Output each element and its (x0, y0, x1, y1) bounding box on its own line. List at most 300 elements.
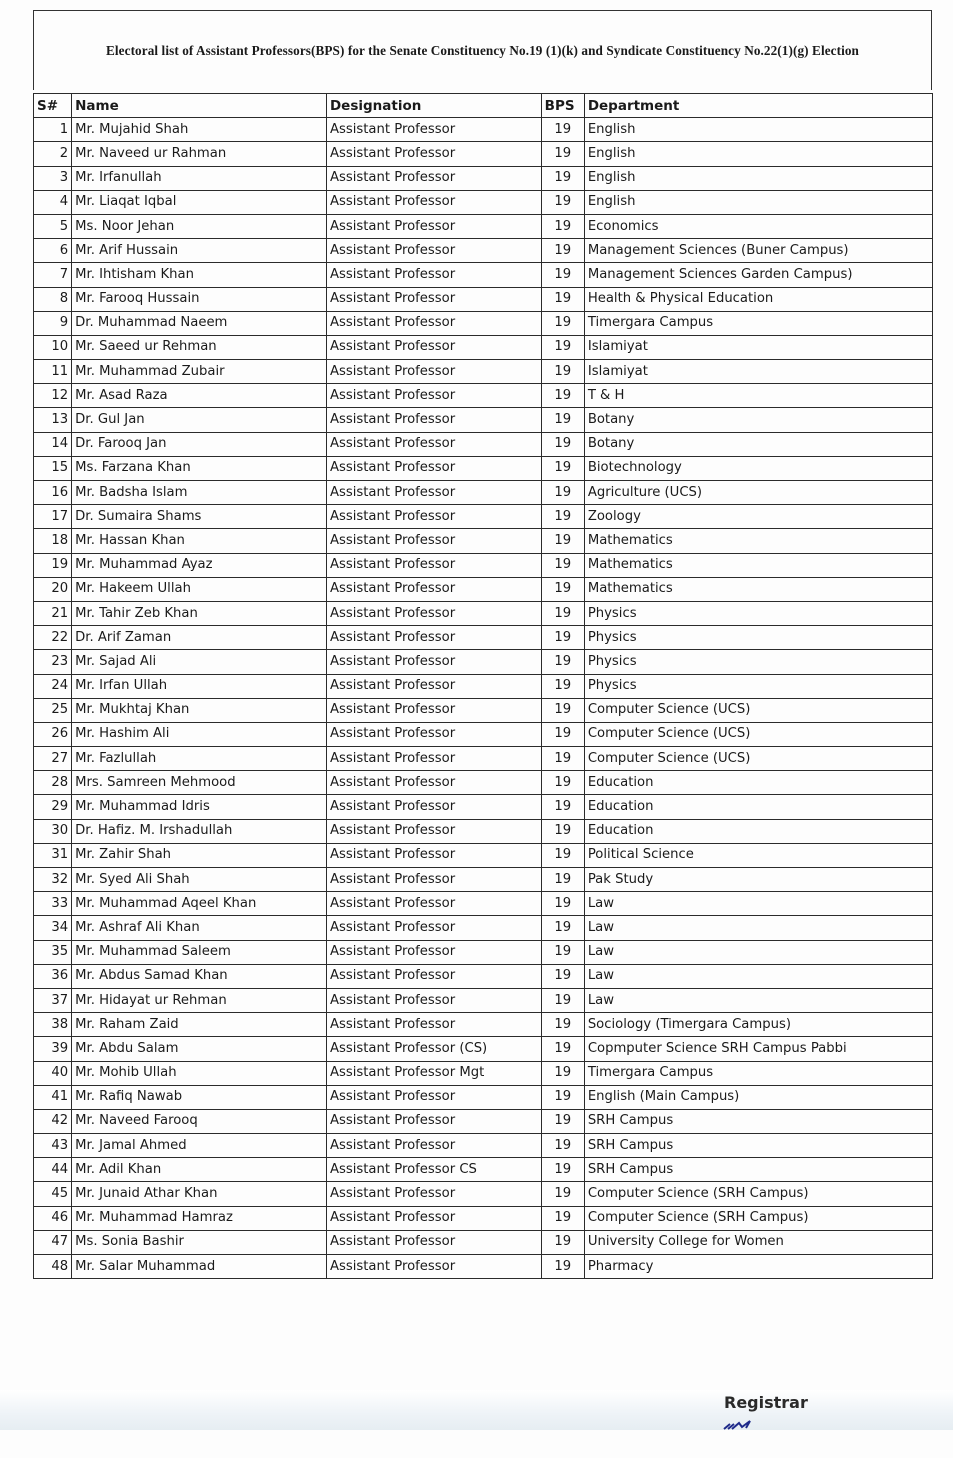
cell-serial: 30 (34, 819, 72, 843)
cell-designation: Assistant Professor (326, 650, 541, 674)
cell-designation: Assistant Professor (326, 456, 541, 480)
cell-name: Mr. Irfan Ullah (72, 674, 327, 698)
cell-bps: 19 (541, 940, 584, 964)
cell-serial: 41 (34, 1085, 72, 1109)
cell-name: Mr. Zahir Shah (72, 843, 327, 867)
cell-name: Mr. Junaid Athar Khan (72, 1182, 327, 1206)
table-row (34, 843, 933, 867)
cell-serial: 4 (34, 190, 72, 214)
cell-serial: 6 (34, 239, 72, 263)
cell-department: Law (584, 892, 932, 916)
cell-name: Mr. Hakeem Ullah (72, 577, 327, 601)
table-row (34, 166, 933, 190)
cell-designation: Assistant Professor (326, 940, 541, 964)
cell-name: Mr. Muhammad Aqeel Khan (72, 892, 327, 916)
cell-department: Management Sciences (Buner Campus) (584, 239, 932, 263)
cell-department: Physics (584, 626, 932, 650)
cell-serial: 23 (34, 650, 72, 674)
cell-designation: Assistant Professor (326, 771, 541, 795)
cell-designation: Assistant Professor (326, 868, 541, 892)
table-row (34, 626, 933, 650)
cell-serial: 10 (34, 335, 72, 359)
cell-serial: 48 (34, 1255, 72, 1279)
cell-department: Botany (584, 408, 932, 432)
scan-shadow (0, 1390, 953, 1430)
header-serial: S# (34, 94, 72, 118)
cell-bps: 19 (541, 1085, 584, 1109)
cell-serial: 25 (34, 698, 72, 722)
cell-name: Mr. Adil Khan (72, 1158, 327, 1182)
cell-name: Dr. Sumaira Shams (72, 505, 327, 529)
cell-name: Mr. Mukhtaj Khan (72, 698, 327, 722)
cell-department: Computer Science (UCS) (584, 698, 932, 722)
cell-name: Mr. Muhammad Zubair (72, 360, 327, 384)
cell-department: SRH Campus (584, 1109, 932, 1133)
table-row (34, 988, 933, 1012)
header-name: Name (72, 94, 327, 118)
cell-bps: 19 (541, 1206, 584, 1230)
registrar-label: Registrar (724, 1393, 808, 1412)
cell-bps: 19 (541, 698, 584, 722)
cell-designation: Assistant Professor (326, 1206, 541, 1230)
cell-name: Mr. Raham Zaid (72, 1013, 327, 1037)
table-row (34, 360, 933, 384)
table-row (34, 868, 933, 892)
cell-bps: 19 (541, 892, 584, 916)
signature-mark (722, 1418, 762, 1430)
cell-department: Pak Study (584, 868, 932, 892)
cell-serial: 38 (34, 1013, 72, 1037)
cell-name: Mr. Naveed ur Rahman (72, 142, 327, 166)
table-row (34, 795, 933, 819)
cell-department: Timergara Campus (584, 1061, 932, 1085)
cell-serial: 7 (34, 263, 72, 287)
cell-bps: 19 (541, 1158, 584, 1182)
cell-serial: 29 (34, 795, 72, 819)
cell-bps: 19 (541, 384, 584, 408)
cell-serial: 46 (34, 1206, 72, 1230)
title-box (33, 10, 932, 90)
table-row (34, 1230, 933, 1254)
cell-serial: 5 (34, 214, 72, 238)
cell-bps: 19 (541, 819, 584, 843)
cell-serial: 31 (34, 843, 72, 867)
cell-serial: 8 (34, 287, 72, 311)
cell-name: Mr. Hassan Khan (72, 529, 327, 553)
table-row (34, 964, 933, 988)
cell-department: Management Sciences Garden Campus) (584, 263, 932, 287)
cell-bps: 19 (541, 166, 584, 190)
cell-designation: Assistant Professor (326, 601, 541, 625)
cell-bps: 19 (541, 747, 584, 771)
cell-designation: Assistant Professor (326, 1134, 541, 1158)
table-row (34, 384, 933, 408)
cell-designation: Assistant Professor (326, 190, 541, 214)
cell-bps: 19 (541, 1182, 584, 1206)
cell-bps: 19 (541, 239, 584, 263)
cell-name: Mr. Asad Raza (72, 384, 327, 408)
table-row (34, 1134, 933, 1158)
cell-designation: Assistant Professor (326, 239, 541, 263)
table-row (34, 577, 933, 601)
table-row (34, 263, 933, 287)
cell-department: Education (584, 819, 932, 843)
cell-serial: 44 (34, 1158, 72, 1182)
table-body (34, 118, 933, 1279)
cell-serial: 34 (34, 916, 72, 940)
table-row (34, 1085, 933, 1109)
cell-department: University College for Women (584, 1230, 932, 1254)
cell-department: English (584, 142, 932, 166)
cell-bps: 19 (541, 529, 584, 553)
cell-department: Islamiyat (584, 360, 932, 384)
cell-department: Computer Science (UCS) (584, 722, 932, 746)
cell-bps: 19 (541, 601, 584, 625)
cell-designation: Assistant Professor (326, 1182, 541, 1206)
table-row (34, 747, 933, 771)
table-header-row (34, 94, 933, 118)
cell-serial: 11 (34, 360, 72, 384)
cell-department: Law (584, 916, 932, 940)
cell-department: Law (584, 988, 932, 1012)
cell-designation: Assistant Professor (326, 892, 541, 916)
cell-designation: Assistant Professor (326, 360, 541, 384)
cell-bps: 19 (541, 505, 584, 529)
cell-bps: 19 (541, 481, 584, 505)
cell-bps: 19 (541, 190, 584, 214)
cell-department: Copmputer Science SRH Campus Pabbi (584, 1037, 932, 1061)
cell-department: Zoology (584, 505, 932, 529)
cell-department: Physics (584, 674, 932, 698)
cell-serial: 26 (34, 722, 72, 746)
cell-bps: 19 (541, 360, 584, 384)
cell-serial: 42 (34, 1109, 72, 1133)
cell-name: Mr. Muhammad Idris (72, 795, 327, 819)
table-row (34, 311, 933, 335)
cell-designation: Assistant Professor (326, 408, 541, 432)
cell-name: Mr. Hashim Ali (72, 722, 327, 746)
cell-serial: 13 (34, 408, 72, 432)
cell-serial: 22 (34, 626, 72, 650)
table-row (34, 674, 933, 698)
cell-name: Mr. Syed Ali Shah (72, 868, 327, 892)
cell-designation: Assistant Professor (326, 988, 541, 1012)
table-row (34, 1109, 933, 1133)
cell-serial: 9 (34, 311, 72, 335)
table-row (34, 432, 933, 456)
cell-name: Ms. Sonia Bashir (72, 1230, 327, 1254)
table-row (34, 771, 933, 795)
cell-serial: 16 (34, 481, 72, 505)
cell-name: Mr. Tahir Zeb Khan (72, 601, 327, 625)
table-row (34, 1182, 933, 1206)
cell-name: Dr. Muhammad Naeem (72, 311, 327, 335)
cell-name: Mr. Ashraf Ali Khan (72, 916, 327, 940)
cell-designation: Assistant Professor (326, 747, 541, 771)
cell-department: Political Science (584, 843, 932, 867)
cell-serial: 17 (34, 505, 72, 529)
cell-designation: Assistant Professor (326, 481, 541, 505)
cell-bps: 19 (541, 214, 584, 238)
cell-name: Mr. Hidayat ur Rehman (72, 988, 327, 1012)
table-row (34, 190, 933, 214)
cell-serial: 21 (34, 601, 72, 625)
cell-designation: Assistant Professor (326, 529, 541, 553)
cell-bps: 19 (541, 1013, 584, 1037)
cell-serial: 35 (34, 940, 72, 964)
table-row (34, 214, 933, 238)
document-title: Electoral list of Assistant Professors(BPS) for the Senate Constituency No.19 (1)(k) and Syndicate Constituency No.22(1)(g) Election (106, 43, 859, 58)
cell-name: Mr. Irfanullah (72, 166, 327, 190)
cell-serial: 47 (34, 1230, 72, 1254)
cell-department: Computer Science (SRH Campus) (584, 1206, 932, 1230)
cell-designation: Assistant Professor (326, 722, 541, 746)
cell-designation: Assistant Professor CS (326, 1158, 541, 1182)
table-row (34, 722, 933, 746)
cell-department: Law (584, 940, 932, 964)
cell-name: Mr. Rafiq Nawab (72, 1085, 327, 1109)
cell-bps: 19 (541, 263, 584, 287)
cell-name: Mr. Badsha Islam (72, 481, 327, 505)
cell-designation: Assistant Professor (326, 916, 541, 940)
cell-bps: 19 (541, 432, 584, 456)
cell-department: English (Main Campus) (584, 1085, 932, 1109)
cell-bps: 19 (541, 988, 584, 1012)
cell-bps: 19 (541, 722, 584, 746)
cell-designation: Assistant Professor (326, 142, 541, 166)
cell-name: Mr. Muhammad Ayaz (72, 553, 327, 577)
cell-designation: Assistant Professor (326, 263, 541, 287)
table-row (34, 601, 933, 625)
cell-bps: 19 (541, 118, 584, 142)
cell-designation: Assistant Professor (326, 214, 541, 238)
table-row (34, 892, 933, 916)
cell-designation: Assistant Professor (326, 819, 541, 843)
cell-serial: 39 (34, 1037, 72, 1061)
cell-serial: 3 (34, 166, 72, 190)
cell-name: Mr. Muhammad Saleem (72, 940, 327, 964)
cell-name: Dr. Farooq Jan (72, 432, 327, 456)
cell-serial: 33 (34, 892, 72, 916)
cell-designation: Assistant Professor (326, 1230, 541, 1254)
cell-department: Mathematics (584, 529, 932, 553)
cell-name: Mr. Ihtisham Khan (72, 263, 327, 287)
cell-department: Computer Science (UCS) (584, 747, 932, 771)
header-designation: Designation (326, 94, 541, 118)
cell-serial: 24 (34, 674, 72, 698)
cell-department: Timergara Campus (584, 311, 932, 335)
table-row (34, 1255, 933, 1279)
cell-bps: 19 (541, 795, 584, 819)
cell-department: Botany (584, 432, 932, 456)
cell-bps: 19 (541, 335, 584, 359)
cell-designation: Assistant Professor (326, 577, 541, 601)
table-row (34, 650, 933, 674)
cell-designation: Assistant Professor (326, 335, 541, 359)
cell-designation: Assistant Professor (326, 1085, 541, 1109)
cell-bps: 19 (541, 843, 584, 867)
cell-designation: Assistant Professor (326, 626, 541, 650)
cell-department: English (584, 118, 932, 142)
table-row (34, 118, 933, 142)
table-row (34, 505, 933, 529)
cell-serial: 12 (34, 384, 72, 408)
cell-name: Mr. Mohib Ullah (72, 1061, 327, 1085)
cell-designation: Assistant Professor (326, 311, 541, 335)
table-row (34, 529, 933, 553)
cell-bps: 19 (541, 1255, 584, 1279)
header-bps: BPS (541, 94, 584, 118)
header-department: Department (584, 94, 932, 118)
cell-bps: 19 (541, 287, 584, 311)
cell-serial: 43 (34, 1134, 72, 1158)
table-row (34, 408, 933, 432)
cell-name: Ms. Noor Jehan (72, 214, 327, 238)
cell-department: Pharmacy (584, 1255, 932, 1279)
cell-department: Physics (584, 601, 932, 625)
cell-serial: 2 (34, 142, 72, 166)
cell-name: Mrs. Samreen Mehmood (72, 771, 327, 795)
cell-bps: 19 (541, 674, 584, 698)
cell-designation: Assistant Professor (326, 553, 541, 577)
cell-name: Mr. Naveed Farooq (72, 1109, 327, 1133)
cell-serial: 27 (34, 747, 72, 771)
cell-serial: 20 (34, 577, 72, 601)
table-row (34, 1037, 933, 1061)
cell-name: Mr. Abdus Samad Khan (72, 964, 327, 988)
cell-department: Biotechnology (584, 456, 932, 480)
cell-serial: 19 (34, 553, 72, 577)
table-row (34, 1061, 933, 1085)
table-row (34, 698, 933, 722)
cell-serial: 37 (34, 988, 72, 1012)
cell-bps: 19 (541, 1037, 584, 1061)
cell-bps: 19 (541, 771, 584, 795)
cell-name: Mr. Salar Muhammad (72, 1255, 327, 1279)
cell-serial: 40 (34, 1061, 72, 1085)
cell-name: Mr. Saeed ur Rehman (72, 335, 327, 359)
cell-department: Education (584, 771, 932, 795)
cell-bps: 19 (541, 456, 584, 480)
cell-designation: Assistant Professor (326, 1013, 541, 1037)
cell-department: Mathematics (584, 577, 932, 601)
cell-serial: 18 (34, 529, 72, 553)
cell-bps: 19 (541, 408, 584, 432)
cell-serial: 32 (34, 868, 72, 892)
cell-designation: Assistant Professor (326, 384, 541, 408)
cell-name: Mr. Sajad Ali (72, 650, 327, 674)
table-row (34, 819, 933, 843)
cell-designation: Assistant Professor (326, 795, 541, 819)
cell-name: Mr. Farooq Hussain (72, 287, 327, 311)
cell-name: Mr. Arif Hussain (72, 239, 327, 263)
cell-designation: Assistant Professor (326, 166, 541, 190)
cell-bps: 19 (541, 1134, 584, 1158)
cell-designation: Assistant Professor (326, 505, 541, 529)
cell-bps: 19 (541, 964, 584, 988)
table-row (34, 916, 933, 940)
table-row (34, 481, 933, 505)
cell-serial: 45 (34, 1182, 72, 1206)
table-row (34, 142, 933, 166)
cell-designation: Assistant Professor (326, 118, 541, 142)
cell-serial: 1 (34, 118, 72, 142)
cell-bps: 19 (541, 626, 584, 650)
cell-designation: Assistant Professor Mgt (326, 1061, 541, 1085)
cell-name: Ms. Farzana Khan (72, 456, 327, 480)
cell-bps: 19 (541, 311, 584, 335)
cell-name: Dr. Hafiz. M. Irshadullah (72, 819, 327, 843)
cell-department: T & H (584, 384, 932, 408)
cell-department: Mathematics (584, 553, 932, 577)
cell-department: Agriculture (UCS) (584, 481, 932, 505)
cell-department: Computer Science (SRH Campus) (584, 1182, 932, 1206)
cell-designation: Assistant Professor (326, 432, 541, 456)
cell-department: Law (584, 964, 932, 988)
cell-bps: 19 (541, 650, 584, 674)
cell-name: Dr. Gul Jan (72, 408, 327, 432)
cell-serial: 14 (34, 432, 72, 456)
cell-serial: 28 (34, 771, 72, 795)
cell-bps: 19 (541, 142, 584, 166)
cell-name: Mr. Liaqat Iqbal (72, 190, 327, 214)
table-row (34, 553, 933, 577)
cell-department: Health & Physical Education (584, 287, 932, 311)
cell-department: English (584, 190, 932, 214)
table-row (34, 1158, 933, 1182)
table-row (34, 1206, 933, 1230)
cell-department: English (584, 166, 932, 190)
cell-department: Sociology (Timergara Campus) (584, 1013, 932, 1037)
cell-designation: Assistant Professor (326, 674, 541, 698)
cell-name: Mr. Muhammad Hamraz (72, 1206, 327, 1230)
cell-designation: Assistant Professor (326, 287, 541, 311)
cell-bps: 19 (541, 868, 584, 892)
table-row (34, 1013, 933, 1037)
cell-department: Islamiyat (584, 335, 932, 359)
cell-name: Dr. Arif Zaman (72, 626, 327, 650)
cell-name: Mr. Jamal Ahmed (72, 1134, 327, 1158)
table-row (34, 239, 933, 263)
table-row (34, 940, 933, 964)
cell-bps: 19 (541, 1109, 584, 1133)
cell-designation: Assistant Professor (326, 964, 541, 988)
table-row (34, 335, 933, 359)
cell-bps: 19 (541, 1061, 584, 1085)
table-row (34, 456, 933, 480)
cell-bps: 19 (541, 1230, 584, 1254)
cell-designation: Assistant Professor (326, 1109, 541, 1133)
cell-department: Physics (584, 650, 932, 674)
cell-department: SRH Campus (584, 1158, 932, 1182)
cell-department: Education (584, 795, 932, 819)
cell-designation: Assistant Professor (326, 698, 541, 722)
cell-department: Economics (584, 214, 932, 238)
cell-bps: 19 (541, 553, 584, 577)
cell-bps: 19 (541, 916, 584, 940)
cell-name: Mr. Abdu Salam (72, 1037, 327, 1061)
cell-serial: 15 (34, 456, 72, 480)
electoral-list-table (33, 93, 933, 1279)
cell-designation: Assistant Professor (CS) (326, 1037, 541, 1061)
cell-designation: Assistant Professor (326, 1255, 541, 1279)
cell-designation: Assistant Professor (326, 843, 541, 867)
table-row (34, 287, 933, 311)
cell-serial: 36 (34, 964, 72, 988)
cell-name: Mr. Fazlullah (72, 747, 327, 771)
cell-bps: 19 (541, 577, 584, 601)
cell-name: Mr. Mujahid Shah (72, 118, 327, 142)
